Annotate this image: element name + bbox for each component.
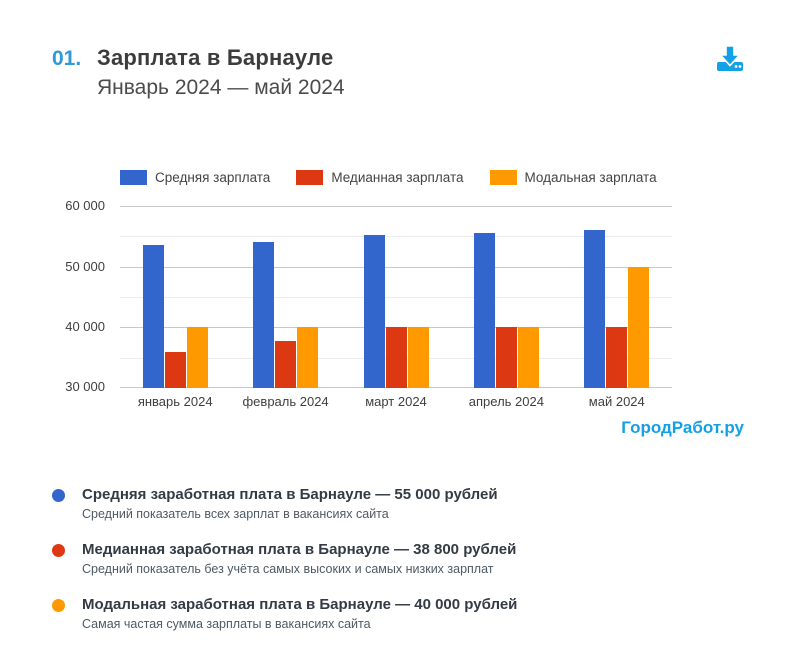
x-tick-label: март 2024: [365, 394, 427, 409]
legend-item-average: [120, 170, 270, 185]
bar: [496, 327, 517, 388]
legend-label: Медианная зарплата: [331, 170, 464, 185]
summary-heading: Модальная заработная плата в Барнауле — 40 000 рублей: [82, 596, 518, 613]
summary-description: Средний показатель без учёта самых высоких и самых низких зарплат: [82, 562, 494, 576]
x-tick-label: январь 2024: [137, 394, 213, 409]
bar: [253, 242, 274, 388]
bar: [143, 245, 164, 388]
summary-description: Средний показатель всех зарплат в вакансиях сайта: [82, 507, 389, 521]
bar: [628, 267, 649, 388]
y-tick-label: 40 000: [65, 319, 105, 335]
plot-area: [120, 206, 672, 388]
chart-legend: [120, 170, 657, 185]
x-axis: [120, 394, 672, 412]
legend-swatch-modal: [490, 170, 517, 185]
bar-group: [474, 233, 539, 388]
summary-heading: Средняя заработная плата в Барнауле — 55 000 рублей: [82, 486, 498, 503]
legend-item-modal: [490, 170, 657, 185]
y-tick-label: 50 000: [65, 258, 105, 274]
list-item: [52, 485, 692, 523]
legend-label: Средняя зарплата: [155, 170, 271, 185]
download-icon: [715, 61, 745, 76]
y-axis: [38, 198, 105, 394]
bar-group: [143, 245, 208, 388]
list-item: [52, 595, 692, 633]
bullet-dot-modal: [52, 599, 65, 612]
site-logo-link[interactable]: ГородРабот.ру: [621, 418, 744, 437]
download-button[interactable]: [714, 45, 746, 75]
bar: [584, 230, 605, 388]
legend-item-median: [296, 170, 463, 185]
bar: [165, 352, 186, 388]
legend-label: Модальная зарплата: [524, 170, 657, 185]
list-item: [52, 540, 692, 578]
y-tick-label: 30 000: [65, 379, 105, 394]
x-tick-label: апрель 2024: [468, 394, 544, 409]
legend-swatch-median: [296, 170, 323, 185]
bar: [364, 235, 385, 388]
summary-description: Самая частая сумма зарплаты в вакансиях сайта: [82, 617, 371, 631]
bar-group: [584, 230, 649, 388]
x-tick-label: май 2024: [588, 394, 645, 409]
summary-heading: Медианная заработная плата в Барнауле — 38 800 рублей: [82, 541, 517, 558]
bar-group: [253, 242, 318, 388]
bar: [275, 341, 296, 388]
bar: [187, 327, 208, 388]
bar: [518, 327, 539, 388]
major-gridline: [120, 206, 672, 207]
bar: [386, 327, 407, 388]
x-tick-label: февраль 2024: [242, 394, 329, 409]
bar: [408, 327, 429, 388]
summary-list: [52, 485, 692, 650]
bar-group: [364, 235, 429, 388]
bullet-dot-average: [52, 489, 65, 502]
bar: [297, 327, 318, 388]
slide-number: 01.: [52, 47, 82, 70]
bullet-dot-median: [52, 544, 65, 557]
page-title: Зарплата в Барнауле: [97, 45, 334, 70]
page-subtitle: Январь 2024 — май 2024: [97, 76, 345, 99]
legend-swatch-average: [120, 170, 147, 185]
y-tick-label: 60 000: [65, 198, 105, 213]
bar: [474, 233, 495, 388]
bar: [606, 327, 627, 388]
